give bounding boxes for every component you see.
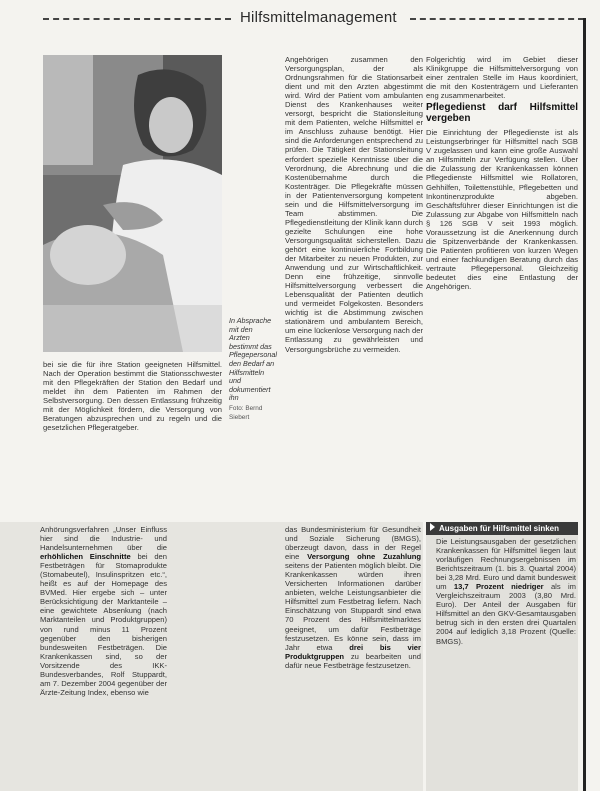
highlighted-text: 13,7 Prozent niedriger [453, 582, 544, 592]
highlighted-text: drei bis vier Produktgruppen [285, 642, 421, 661]
column-2-paragraph: Angehörigen zusammen den Versorgungsplan, der als Ordnungsrahmen für die Stationsarbeit dient und mit den Arzten abgestimmt wird. Wird der Patient vom ambulanten Dienst des Krankenhauses weiter versorgt, bespricht die Stationsleitung mit dem Patienten, welche Hilfsmittel er im Anschluss zuhause benötigt. Hier sind die Anforderungen entsprechend zu prüfen. Die Tätigkeit der Stationsleitung erfordert spezielle Kenntnisse über die Verordnung, die Abrechnung und die Kostenübernahme durch die Kostenträger. Die Pflegekräfte müssen in der Patientenversorgung kompetent sein und die Hilfsmittelversorgung im Team abstimmen. Die Pflegedienstleitung der Klinik kann durch gezielte Schulungen eine hohe Versorgungsqualität sicherstellen. Dazu gehört eine kontinuierliche Fortbildung der Mitarbeiter zu neuen Produkten, zur Anwendung und zur Wirtschaftlichkeit. Denn eine frühzeitige, sinnvolle Hilfsmittelversorgung verbessert die Lebensqualität der Patienten deutlich und vermeidet Folgekosten. Besonders wichtig ist die Abstimmung zwischen stationärem und ambulantem Bereich, um eine lückenlose Versorgung nach der Entlassung zu gewährleisten und Versorgungsbrüche zu vermeiden. [285, 55, 423, 354]
caption-credit: Foto: Bernd Siebert [229, 404, 263, 421]
nurse-patient-photo [43, 55, 222, 352]
highlighted-text: Versorgung ohne Zuzahlung [307, 552, 421, 562]
sidebar-heading [426, 522, 578, 535]
column-3-intro: Folgerichtig wird im Gebiet dieser Klinikgruppe die Hilfsmittelversorgung von einer zentralen Stelle im Haus koordiniert, die mit den Kostenträgern und Lieferanten eng zusammenarbeitet. [426, 55, 578, 101]
sidebar-title: Ausgaben für Hilfsmittel sinken [439, 524, 560, 533]
lower-left-paragraph [40, 525, 167, 697]
text-run: bei den Festbeträgen für Stomaprodukte (Stomabeutel), Insulinspritzen etc.“, heißt es auf der Homepage des BVMed. Hier ergebe sich – unter Berücksichtigung der Marktanteile – eine gewichtete Absenkung (nach Marktanteilen und Produktgruppen) von rund minus 11 Prozent gegenüber den bisherigen bundesweiten Festbeträgen. Die Krankenkassen sind, so der Vorsitzende des IKK-Bundesverbandes, Rolf Stuppardt, am 7. Dezember 2004 gegenüber der Ärzte-Zeitung Index, ebenso wie [40, 552, 168, 697]
text-run: seitens der Patienten möglich bleibt. Die Krankenkassen würden ihren Versicherten Informationen darüber anbieten, welche Leistungsanbieter die Hilfsmittel zum Festbetrag liefern. Nach Einschätzung von Stuppardt sind etwa 70 Prozent des Hilfsmittelmarktes geeignet, um dafür Festbeträge festzusetzen. Es könne sein, dass im Jahr etwa [285, 561, 421, 652]
lower-box-right-column [285, 525, 421, 670]
column-2-text [285, 55, 423, 354]
column-3-text [426, 55, 578, 291]
subheading-pflegedienst: Pflegedienst darf Hilfsmittel vergeben [426, 102, 578, 125]
lower-right-paragraph [285, 525, 421, 670]
text-run: Die Leistungsausgaben der gesetzlichen Krankenkassen für Hilfsmittel liegen laut vorläufigen Rechnungsergebnissen im Berichtszeitraum (1. bis 3. Quartal 2004) bei 3,28 Mrd. Euro und damit bundesweit um [436, 537, 576, 592]
sidebar-body [436, 537, 576, 646]
header-rule-right [410, 18, 584, 20]
text-run: als im Vergleichszeitraum 2003 (3,80 Mrd. Euro). Der Anteil der Ausgaben für Hilfsmittel an den GKV-Gesamtausgaben betrug sich in den ersten drei Quartalen 2004 auf lediglich 3,18 Prozent (Quelle: BMGS). [436, 582, 576, 646]
lower-box-left-column [40, 525, 167, 697]
text-run: zu bearbeiten und dafür neue Festbeträge festzusetzen. [285, 651, 421, 670]
text-run: das Bundesministerium für Gesundheit und Soziale Sicherung (BMGS), überzeugt davon, dass in der Regel eine [285, 525, 421, 562]
header-rule-left [43, 18, 231, 20]
text-run: Anhörungsverfahren „Unser Einfluss hier sind die Industrie- und Handelsunternehmen über die [40, 525, 167, 553]
column-1-paragraph: bei sie die für ihre Station geeigneten Hilfsmittel. Nach der Operation bestimmt die Stationsschwester mit den Pflegekräften der Station den Bedarf und meldet ihn dem Patienten im Rahmen der Selbstversorgung. Den dessen Entlassung frühzeitig mit der Möglichkeit fördern, die Versorgung von Beratungen abzusprechen und zu regeln und die gesetzlichen Pflegeratgeber. [43, 360, 222, 433]
column-1-text [43, 360, 222, 432]
highlighted-text: erhöhlichen Einschnitte [40, 552, 131, 562]
arrow-right-icon [430, 523, 435, 531]
section-header-title: Hilfsmittelmanagement [236, 9, 401, 26]
caption-text: In Absprache mit den Arzten bestimmt das Pflegepersonal den Bedarf an Hilfsmitteln und dokumentiert ihn [229, 316, 277, 403]
page-edge-rule [583, 18, 586, 791]
photo-caption [229, 317, 275, 422]
sidebar-paragraph [436, 537, 576, 646]
article-photo [43, 55, 222, 352]
column-3-body: Die Einrichtung der Pflegedienste ist als Leistungserbringer für Hilfsmittel nach SGB V zugelassen und kann eine große Auswahl an Hilfsmitteln zur Verfügung stellen. Über die Zulassung der Krankenkassen können Pflegedienste Hilfsmittel wie Rollatoren, Gehhilfen, Toilettenstühle, Pflegebetten und Inkontinenzprodukte abgeben. Geschäftsführer dieser Einrichtungen ist die Zulassung zur Abgabe von Hilfsmitteln nach § 126 SGB V seit 1993 möglich. Voraussetzung ist die Anerkennung durch die Spitzenverbände der Krankenkassen. Die Patienten profitieren von kurzen Wegen und einer fachkundigen Beratung durch das vertraute Pflegepersonal. Gleichzeitig bedeutet dies eine Entlastung der Angehörigen. [426, 128, 578, 292]
